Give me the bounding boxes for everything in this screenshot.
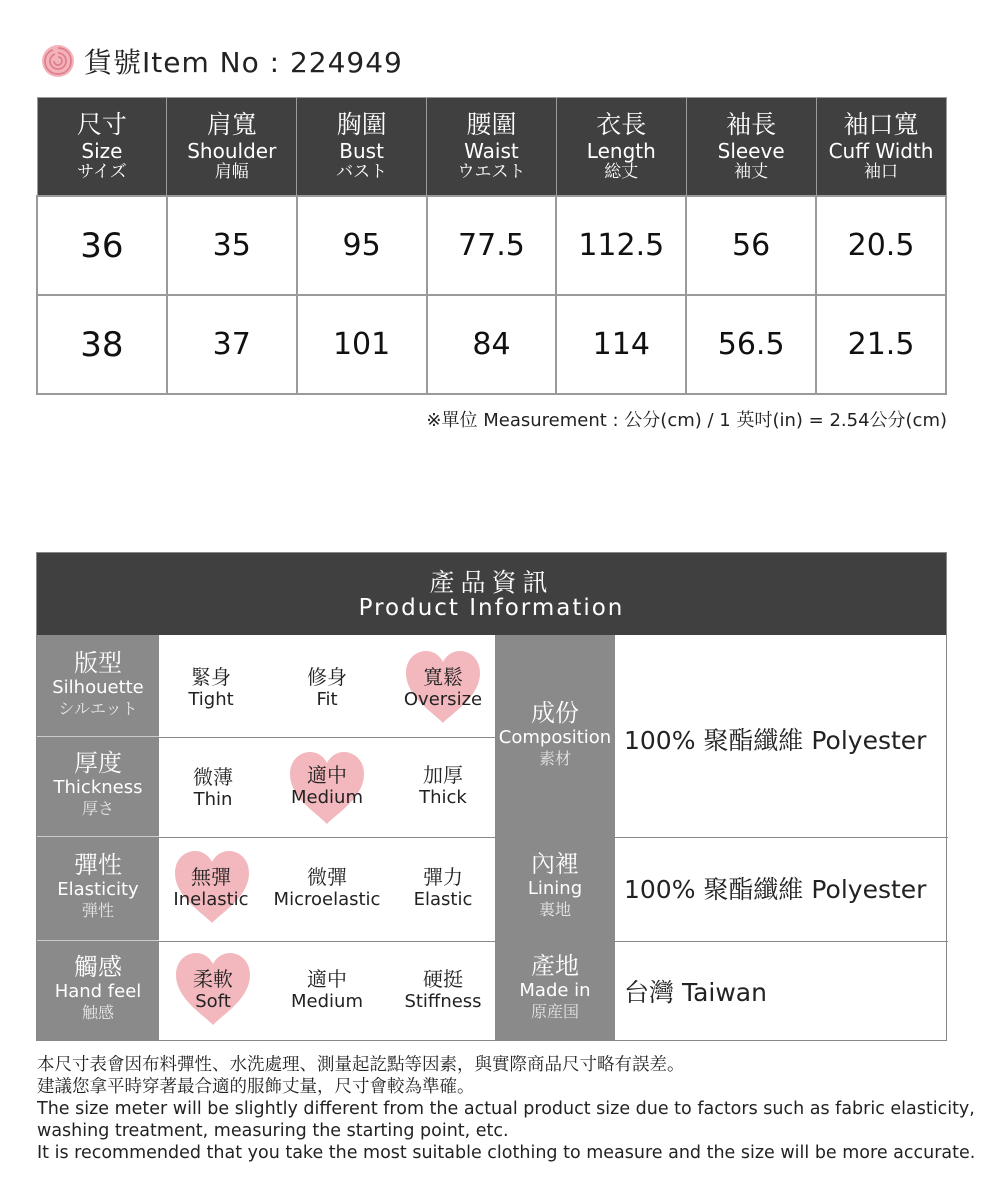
table-cell: 95	[297, 196, 427, 295]
table-cell: 77.5	[427, 196, 557, 295]
option-soft: 柔軟 Soft	[193, 967, 233, 1012]
disclaimer-line: It is recommended that you take the most suitable clothing to measure and the size will be more accurate.	[37, 1143, 976, 1163]
table-cell: 112.5	[556, 196, 686, 295]
option-elastic: 彈力 Elastic	[413, 865, 473, 910]
option-stiffness: 硬挺 Stiffness	[404, 967, 482, 1012]
size-table	[36, 97, 947, 395]
product-info-panel	[36, 552, 947, 1041]
table-cell: 38	[37, 295, 167, 394]
option-fit: 修身 Fit	[307, 665, 347, 710]
label-elasticity: 彈性 Elasticity 弾性	[37, 837, 159, 941]
product-info-title-en: Product Information	[358, 595, 625, 621]
header-size: 尺寸 Size サイズ	[37, 98, 167, 197]
disclaimer	[37, 1054, 976, 1164]
divider	[159, 837, 495, 838]
option-inelastic: 無彈 Inelastic	[173, 865, 249, 910]
header-waist: 腰圍 Waist ウエスト	[427, 98, 557, 197]
table-cell: 20.5	[816, 196, 946, 295]
label-lining: 內裡 Lining 裏地	[495, 838, 615, 941]
table-cell: 56	[686, 196, 816, 295]
header-cuff-width: 袖口寬 Cuff Width 袖口	[816, 98, 946, 197]
option-oversize: 寬鬆 Oversize	[403, 665, 483, 710]
label-made-in: 產地 Made in 原産国	[495, 942, 615, 1040]
item-number: 貨號Item No : 224949	[84, 46, 403, 79]
item-number-title	[40, 40, 403, 82]
label-silhouette: 版型 Silhouette シルエット	[37, 635, 159, 737]
header-sleeve: 袖長 Sleeve 袖丈	[686, 98, 816, 197]
table-row	[37, 295, 946, 394]
table-cell: 36	[37, 196, 167, 295]
option-microelastic: 微彈 Microelastic	[273, 865, 381, 910]
rose-icon	[40, 43, 76, 79]
header-length: 衣長 Length 総丈	[556, 98, 686, 197]
option-thick: 加厚 Thick	[419, 763, 467, 808]
header-bust: 胸圍 Bust バスト	[297, 98, 427, 197]
option-medium-thickness: 適中 Medium	[291, 763, 363, 808]
lining-value: 100% 聚酯纖維 Polyester	[624, 875, 927, 904]
label-thickness: 厚度 Thickness 厚さ	[37, 737, 159, 837]
table-cell: 84	[427, 295, 557, 394]
option-thin: 微薄 Thin	[193, 765, 233, 810]
table-cell: 37	[167, 295, 297, 394]
option-tight: 緊身 Tight	[188, 665, 234, 710]
product-info-header	[37, 553, 946, 635]
product-info-title-zh: 產品資訊	[429, 568, 554, 597]
table-row	[37, 196, 946, 295]
disclaimer-line: 建議您拿平時穿著最合適的服飾丈量，尺寸會較為準確。	[37, 1077, 475, 1097]
table-cell: 101	[297, 295, 427, 394]
divider	[159, 737, 495, 738]
disclaimer-line: washing treatment, measuring the starting point, etc.	[37, 1121, 509, 1141]
table-cell: 21.5	[816, 295, 946, 394]
table-cell: 35	[167, 196, 297, 295]
disclaimer-line: 本尺寸表會因布料彈性、水洗處理、測量起訖點等因素，與實際商品尺寸略有誤差。	[37, 1055, 685, 1075]
composition-value: 100% 聚酯纖維 Polyester	[624, 726, 927, 755]
made-in-value: 台灣 Taiwan	[624, 978, 767, 1007]
divider	[159, 941, 495, 942]
table-cell: 114	[556, 295, 686, 394]
option-medium-feel: 適中 Medium	[291, 967, 363, 1012]
measurement-note: ※單位 Measurement : 公分(cm) / 1 英吋(in) = 2.54公分(cm)	[426, 410, 947, 431]
table-cell: 56.5	[686, 295, 816, 394]
disclaimer-line: The size meter will be slightly different from the actual product size due to factors such as fabric elasticity,	[37, 1099, 975, 1119]
label-hand-feel: 觸感 Hand feel 触感	[37, 941, 159, 1040]
label-composition: 成份 Composition 素材	[495, 635, 615, 837]
header-shoulder: 肩寬 Shoulder 肩幅	[167, 98, 297, 197]
